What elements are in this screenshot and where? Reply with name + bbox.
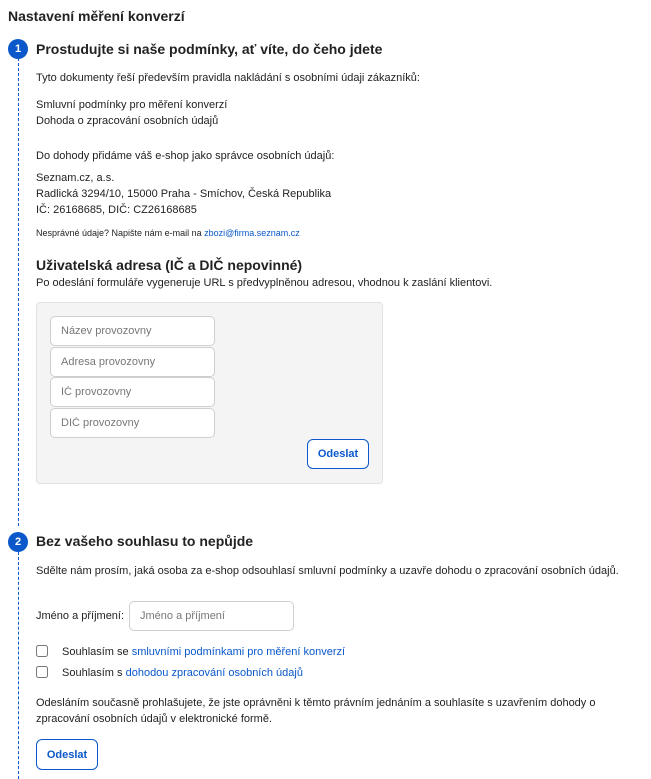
address-heading: Uživatelská adresa (IČ a DIČ nepovinné) <box>36 257 303 273</box>
terms-consent-checkbox[interactable] <box>36 645 48 657</box>
step-connector-line <box>18 58 19 526</box>
terms-link[interactable]: Smluvní podmínky pro měření konverzí <box>36 99 228 111</box>
documents-intro: Tyto dokumenty řeší především pravidla nakládání s osobními údaji zákazníků: <box>36 72 420 84</box>
terms-consent-label <box>62 644 345 660</box>
step-2-connector-line <box>18 552 19 779</box>
agreement-consent-label <box>62 665 303 681</box>
agreement-consent-checkbox[interactable] <box>36 666 48 678</box>
wrong-data-text: Nesprávné údaje? Napište nám e-mail na <box>36 228 205 238</box>
venue-ic-input[interactable] <box>50 377 215 407</box>
terms-consent-text: Souhlasím se <box>62 646 132 658</box>
step-1-badge: 1 <box>8 39 28 59</box>
page-title: Nastavení měření konverzí <box>8 8 185 24</box>
support-email-link[interactable]: zbozi@firma.seznam.cz <box>204 228 300 238</box>
venue-dic-input[interactable] <box>50 408 215 438</box>
company-name: Seznam.cz, a.s. <box>36 172 115 184</box>
wrong-data-note <box>36 228 300 238</box>
venue-name-input[interactable] <box>50 316 215 346</box>
agreement-link[interactable]: Dohoda o zpracování osobních údajů <box>36 115 219 127</box>
agreement-consent-text: Souhlasím s <box>62 667 126 679</box>
company-address: Radlická 3294/10, 15000 Praha - Smíchov, Česká Republika <box>36 188 332 200</box>
step-1-heading: Prostudujte si naše podmínky, ať víte, do čeho jdete <box>36 41 383 57</box>
agreement-consent-link[interactable]: dohodou zpracování osobních údajů <box>125 667 303 679</box>
company-ids: IČ: 26168685, DIČ: CZ26168685 <box>36 204 197 216</box>
controller-intro: Do dohody přidáme váš e-shop jako správce osobních údajů: <box>36 150 335 162</box>
consent-submit-button[interactable]: Odeslat <box>36 739 98 770</box>
step-2-description: Sdělte nám prosím, jaká osoba za e-shop odsouhlasí smluvní podmínky a uzavře dohodu o zpracování osobních údajů. <box>36 565 619 577</box>
terms-consent-link[interactable]: smluvními podmínkami pro měření konverzí <box>131 646 346 658</box>
name-label: Jméno a příjmení: <box>36 610 125 622</box>
step-2-heading: Bez vašeho souhlasu to nepůjde <box>36 533 254 549</box>
address-submit-button[interactable]: Odeslat <box>307 439 369 469</box>
address-description: Po odeslání formuláře vygeneruje URL s předvyplněnou adresou, vhodnou k zaslání klientovi. <box>36 277 493 289</box>
declaration-text: Odesláním současně prohlašujete, že jste oprávněni k těmto právním jednáním a souhlasíte s uzavřením dohody o zpracování osobních údajů v elektronické formě. <box>36 697 596 725</box>
step-2-badge: 2 <box>8 532 28 552</box>
person-name-input[interactable] <box>129 601 294 631</box>
venue-address-input[interactable] <box>50 347 215 377</box>
